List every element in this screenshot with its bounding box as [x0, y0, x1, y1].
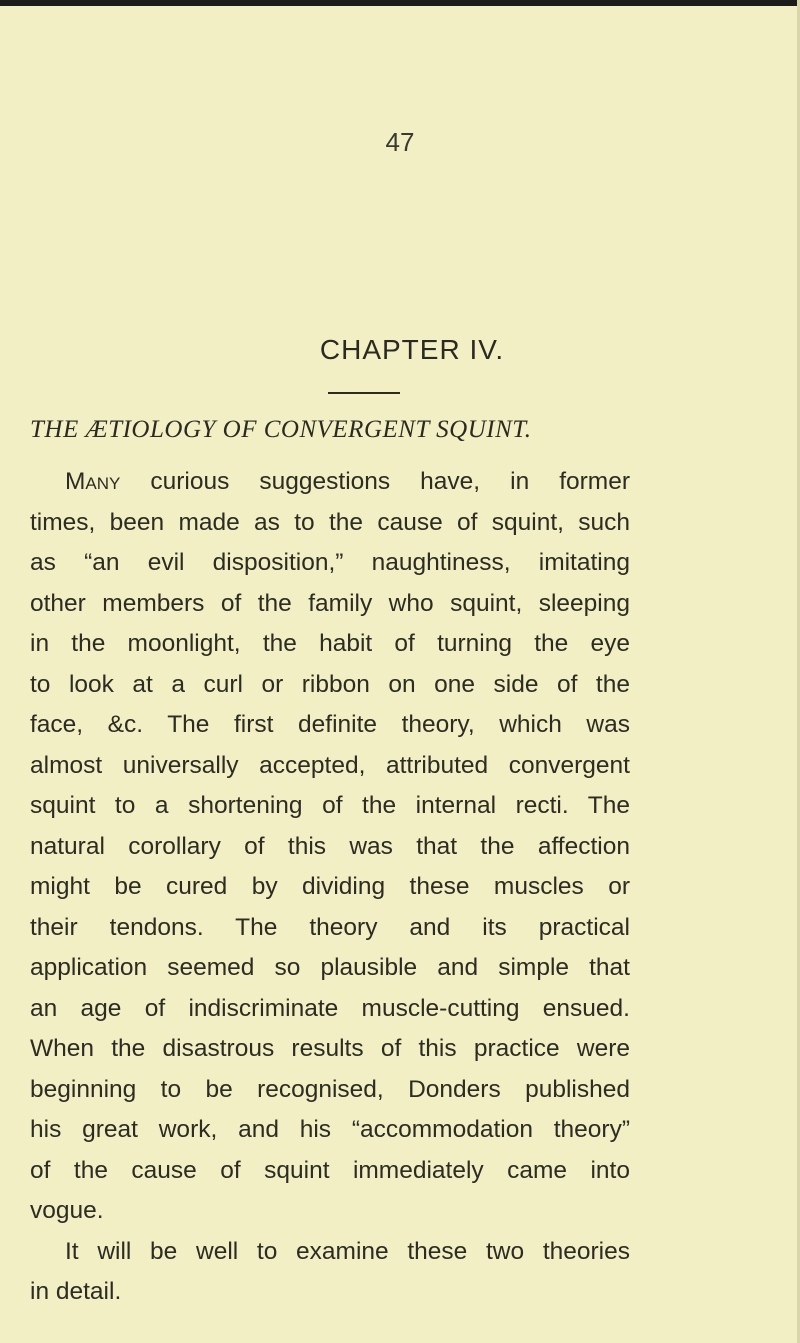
page-number: 47 — [385, 127, 415, 157]
paragraph-1-line-19: vogue. — [30, 1197, 104, 1224]
paragraph-1-line-1 — [30, 462, 630, 503]
paragraph-1-line-14: an age of indiscriminate muscle-cutting ensued. — [30, 994, 630, 1022]
paragraph-1-line-3: as “an evil disposition,” naughtiness, imitating — [30, 549, 630, 576]
paragraph-1-line-1-text: curious suggestions have, in former — [120, 468, 630, 495]
page-top-edge — [0, 0, 800, 6]
paragraph-1-line-4: other members of the family who squint, sleeping — [30, 589, 630, 617]
paragraph-1-line-16: beginning to be recognised, Donders published — [30, 1075, 630, 1103]
body-text — [30, 462, 630, 1313]
paragraph-1-line-18: of the cause of squint immediately came into — [30, 1156, 630, 1184]
paragraph-1-line-10: natural corollary of this was that the affection — [30, 832, 630, 860]
paragraph-1-line-6: to look at a curl or ribbon on one side of the — [30, 670, 630, 698]
paragraph-2-line-1: It will be well to examine these two theories — [65, 1237, 630, 1265]
paragraph-1-line-17: his great work, and his “accommodation theory” — [30, 1116, 630, 1143]
paragraph-1-line-13: application seemed so plausible and simple that — [30, 954, 630, 981]
chapter-title: CHAPTER IV. — [319, 334, 505, 365]
paragraph-1-lead: Many — [65, 468, 121, 495]
paragraph-1-line-12: their tendons. The theory and its practical — [30, 913, 630, 941]
paragraph-1-line-9: squint to a shortening of the internal recti. The — [30, 792, 630, 819]
paragraph-1-line-8: almost universally accepted, attributed convergent — [30, 751, 630, 779]
paragraph-2-line-2: in detail. — [30, 1278, 122, 1305]
paragraph-1-line-2: times, been made as to the cause of squint, such — [30, 508, 630, 536]
paragraph-1-line-5: in the moonlight, the habit of turning the eye — [30, 630, 630, 657]
chapter-subtitle: THE ÆTIOLOGY OF CONVERGENT SQUINT. — [30, 416, 532, 443]
paragraph-1-line-7: face, &c. The first definite theory, which was — [30, 711, 630, 738]
title-rule — [328, 392, 400, 394]
paragraph-1-line-11: might be cured by dividing these muscles or — [30, 873, 630, 900]
paragraph-1-line-15: When the disastrous results of this practice were — [30, 1035, 630, 1062]
